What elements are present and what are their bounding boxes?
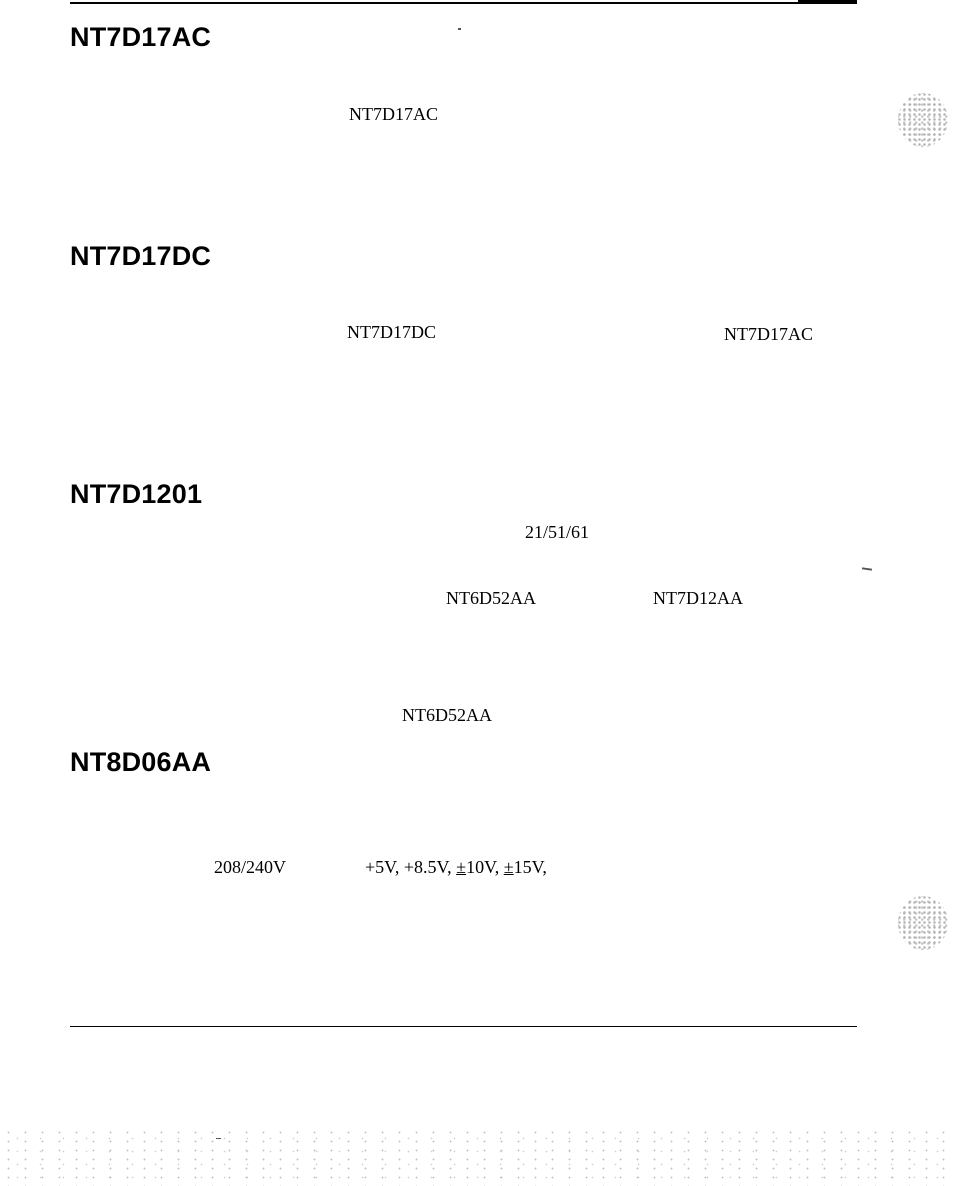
text-fragment: NT7D12AA	[653, 588, 743, 608]
text-fragment: NT7D17AC	[349, 104, 438, 124]
scan-speck	[862, 567, 872, 570]
plus-minus-symbol: ±	[456, 857, 467, 877]
heading-nt7d17dc: NT7D17DC	[70, 241, 212, 271]
heading-nt8d06aa: NT8D06AA	[70, 747, 212, 777]
text-fragment: NT6D52AA	[402, 705, 492, 725]
text-fragment: NT7D17AC	[724, 324, 813, 344]
voltage-text: 10V,	[466, 857, 504, 877]
heading-nt7d1201: NT7D1201	[70, 479, 203, 509]
plus-minus-symbol: ±	[503, 857, 514, 877]
text-fragment: 21/51/61	[525, 522, 590, 542]
punch-hole-mark	[898, 896, 948, 950]
scan-noise-band	[0, 1128, 958, 1186]
text-fragment: 208/240V	[214, 857, 286, 877]
text-fragment	[365, 857, 547, 877]
top-rule-tab	[798, 0, 857, 4]
scan-speck	[458, 28, 461, 30]
text-fragment: NT7D17DC	[347, 322, 436, 342]
punch-hole-mark	[898, 93, 948, 147]
voltage-text: 15V,	[513, 857, 547, 877]
bottom-rule	[70, 1026, 857, 1027]
heading-nt7d17ac: NT7D17AC	[70, 22, 212, 52]
voltage-text: +5V, +8.5V,	[365, 857, 457, 877]
text-fragment: NT6D52AA	[446, 588, 536, 608]
top-rule	[70, 2, 857, 4]
